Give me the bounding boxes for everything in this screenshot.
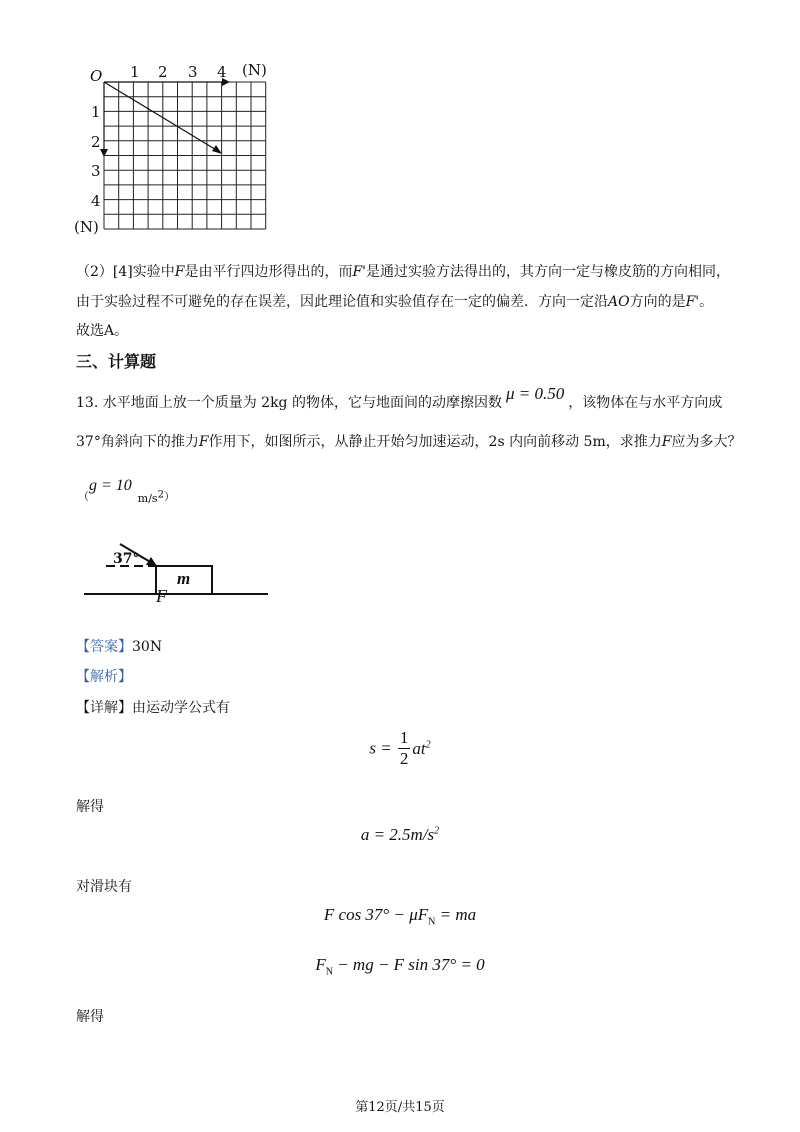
explanation-l2-text: 由于实验过程不可避免的存在误差，因此理论值和实验值存在一定的偏差．方向一定沿 (76, 294, 608, 310)
graph-x-tick-4: 4 (217, 63, 227, 81)
solve-label-2: 解得 (76, 1009, 104, 1025)
eq2-text: $a = 2.5m/s^2$ (360, 825, 440, 844)
detail-text: 由运动学公式有 (132, 700, 230, 716)
explanation-line-3: 故选A。 (76, 323, 129, 339)
graph-x-tick-2: 2 (158, 63, 168, 81)
graph-y-tick-1: 1 (91, 103, 101, 121)
diagram-force-label: F (156, 586, 167, 606)
eq1-denominator: 2 (399, 749, 409, 768)
answer-value: 30N (132, 639, 163, 655)
eq1-fraction (398, 728, 411, 769)
explanation-l2-end: 。 (699, 294, 714, 310)
explanation-l2-AO: AO (608, 294, 630, 310)
answer-line (76, 637, 162, 657)
graph-y-unit: (N) (74, 218, 99, 236)
question-line-1 (76, 384, 723, 413)
question-l2-F: F (198, 434, 209, 450)
question-g-expr: g = 10 (89, 476, 132, 494)
explanation-l1-F: F (174, 264, 185, 280)
graph-y-tick-2: 2 (91, 133, 101, 151)
solve-label-1: 解得 (76, 799, 104, 815)
equation-kinematics (0, 728, 800, 774)
question-l1-a: 13. 水平地面上放一个质量为 2kg 的物体，它与地面间的动摩擦因数 (76, 395, 502, 411)
page-footer: 第12页/共15页 (355, 1100, 445, 1115)
eq1-numerator: 1 (399, 728, 409, 747)
eq3-a: F cos 37° − μF (323, 905, 429, 924)
explanation-l1-prefix: （2）[4]实验中 (76, 264, 175, 280)
explanation-l2-mid: 方向的是 (629, 294, 686, 310)
graph-x-tick-1: 1 (130, 63, 140, 81)
question-g-value (78, 476, 175, 505)
question-g-close: ） (163, 489, 175, 503)
diagram-mass-label: m (177, 569, 191, 588)
answer-label: 【答案】 (76, 639, 132, 655)
explanation-line-2 (76, 292, 713, 312)
explanation-l1-Fp: F' (352, 264, 367, 280)
explanation-l2-Fp: F' (685, 294, 700, 310)
equation-vertical (0, 955, 800, 979)
graph-x-unit: (N) (242, 61, 267, 79)
analysis-label: 【解析】 (76, 669, 132, 685)
equation-acceleration (0, 825, 800, 849)
eq1-rhs: $at^2$ (412, 738, 431, 758)
eq3-b: = ma (435, 905, 477, 924)
question-g-open: （ (78, 489, 89, 503)
eq4-sub: N (325, 966, 333, 978)
question-l2-c: 应为多大？ (671, 434, 742, 450)
detail-label: 【详解】 (76, 700, 132, 716)
graph-y-tick-3: 3 (91, 162, 101, 180)
question-l1-b: ，该物体在与水平方向成 (568, 395, 723, 411)
detail-line (76, 698, 230, 718)
eq4-b: − mg − F sin 37° = 0 (332, 955, 485, 974)
question-line-2 (76, 432, 741, 452)
explanation-l1-mid: 是由平行四边形得出的，而 (184, 264, 353, 280)
question-l2-b: 作用下，如图所示，从静止开始匀加速运动，2s 内向前移动 5m，求推力 (208, 434, 662, 450)
diagram-angle-label: 37° (113, 551, 140, 567)
question-l2-F2: F (661, 434, 672, 450)
explanation-line-1 (76, 262, 730, 282)
question-l2-a: 37°角斜向下的推力 (76, 434, 199, 450)
resultant-arrowhead (212, 145, 222, 154)
graph-y-tick-4: 4 (91, 192, 101, 210)
for-block-label: 对滑块有 (76, 879, 132, 895)
block-diagram (80, 540, 280, 610)
graph-origin-label: O (90, 67, 103, 85)
question-g-unit: m/s2 (137, 489, 164, 505)
eq4-a: F (315, 955, 326, 974)
equation-horizontal (0, 905, 800, 929)
question-mu: μ = 0.50 (505, 384, 565, 403)
eq1-lhs: s = (369, 738, 392, 758)
eq3-sub: N (428, 916, 436, 928)
section-title: 三、计算题 (76, 352, 157, 371)
explanation-l1-suffix: 是通过实验方法得出的，其方向一定与橡皮筋的方向相同， (366, 264, 731, 280)
force-graph (70, 55, 280, 240)
graph-x-tick-3: 3 (188, 63, 198, 81)
